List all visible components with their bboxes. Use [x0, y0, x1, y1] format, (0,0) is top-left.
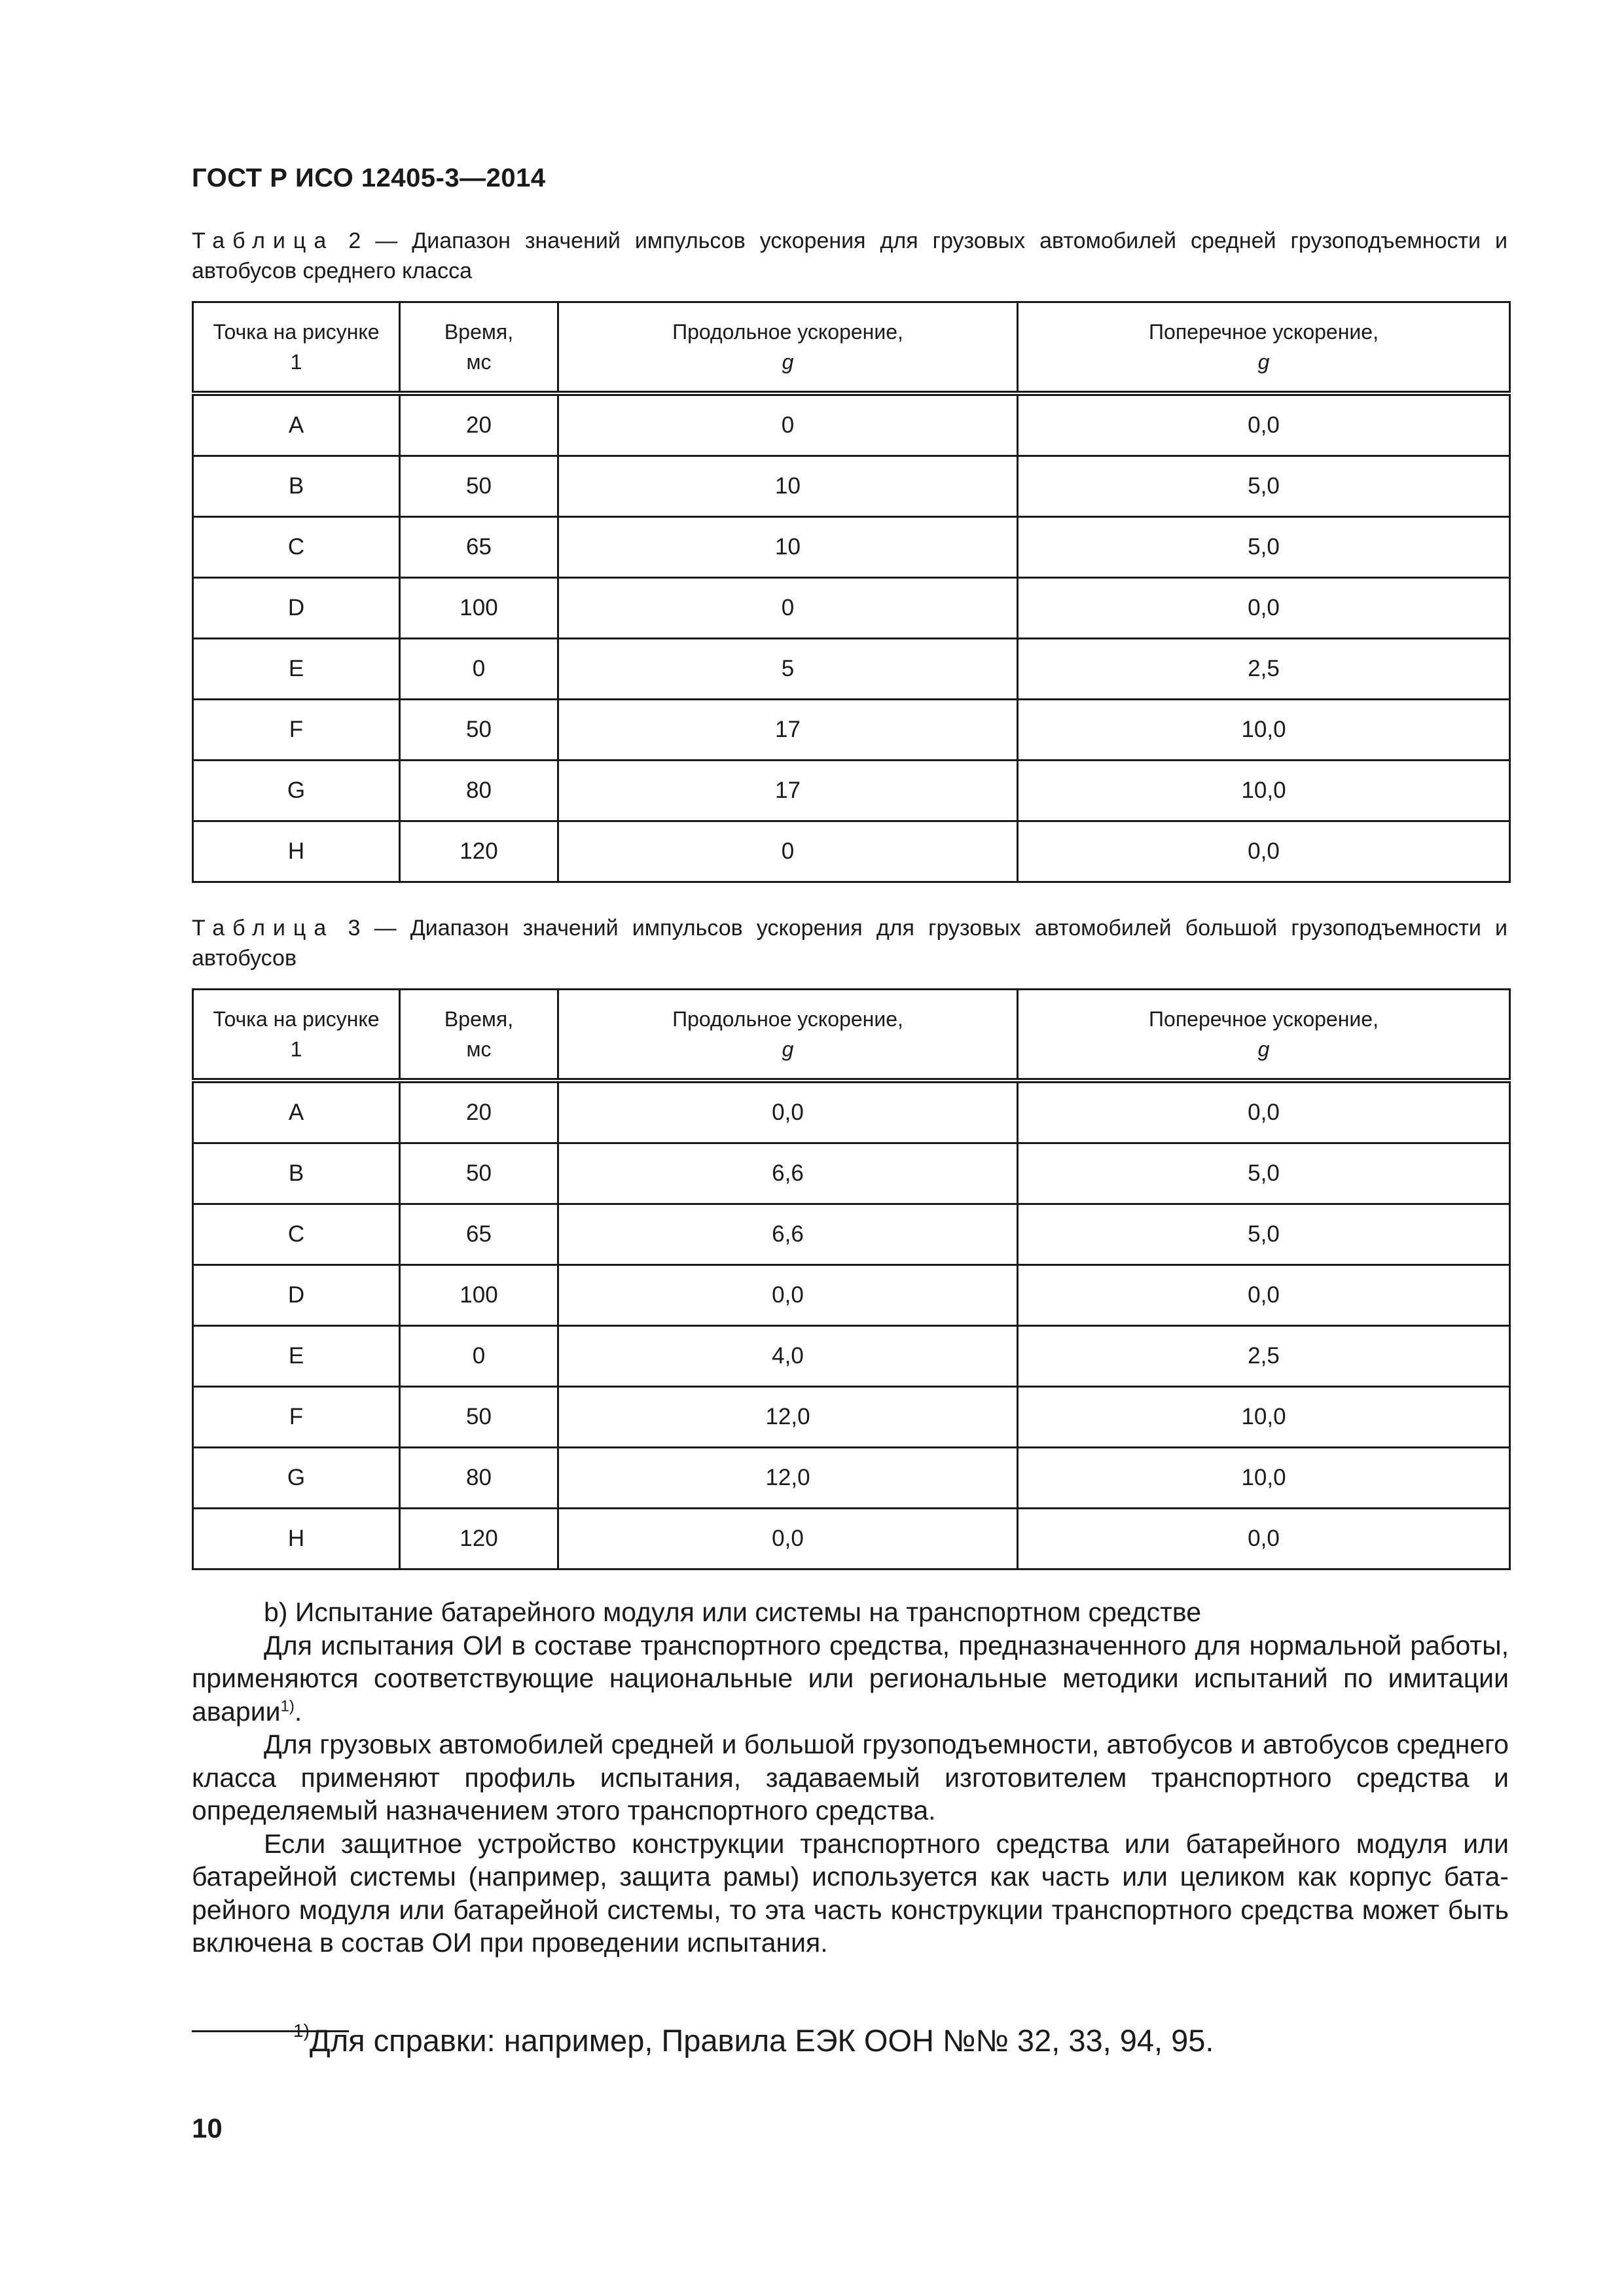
table-cell: 5: [558, 639, 1018, 700]
table-row: [193, 1326, 1510, 1387]
table-cell: H: [193, 821, 400, 882]
table-cell: 0: [558, 578, 1018, 639]
table-cell: 12,0: [558, 1387, 1018, 1448]
table-row: [193, 639, 1510, 700]
table-cell: H: [193, 1509, 400, 1570]
table-3-caption-label: Таблица: [192, 916, 334, 941]
table-cell: 0: [400, 1326, 558, 1387]
table-cell: 10,0: [1018, 761, 1510, 821]
table-2-caption-text: 2 — Диапазон значений импульсов ускорения для грузовых автомобилей средней грузоподъемности и автобусов среднего класса: [192, 228, 1508, 283]
table-cell: 0,0: [558, 1509, 1018, 1570]
table-cell: 100: [400, 1265, 558, 1326]
table-cell: 50: [400, 1143, 558, 1204]
table-cell: 10,0: [1018, 1387, 1510, 1448]
table-cell: D: [193, 578, 400, 639]
table-cell: 17: [558, 761, 1018, 821]
table-row: [193, 1387, 1510, 1448]
table-row: [193, 761, 1510, 821]
table-cell: F: [193, 1387, 400, 1448]
table-cell: 0,0: [558, 1081, 1018, 1143]
table-cell: 2,5: [1018, 1326, 1510, 1387]
table-cell: 10,0: [1018, 1448, 1510, 1509]
table-2-caption-label: Таблица: [192, 228, 334, 253]
table-row: [193, 517, 1510, 578]
table-cell: 10: [558, 517, 1018, 578]
table-cell: 0,0: [1018, 578, 1510, 639]
table-cell: D: [193, 1265, 400, 1326]
table-row: [193, 1448, 1510, 1509]
table-cell: 5,0: [1018, 1143, 1510, 1204]
table-row: [193, 700, 1510, 761]
table-3-header-longitudinal: Продольное ускорение, g: [558, 990, 1018, 1081]
table-cell: G: [193, 1448, 400, 1509]
table-cell: 10,0: [1018, 700, 1510, 761]
table-cell: 65: [400, 517, 558, 578]
table-cell: 100: [400, 578, 558, 639]
table-cell: 0: [558, 393, 1018, 456]
table-cell: 5,0: [1018, 517, 1510, 578]
table-row: [193, 1204, 1510, 1265]
table-cell: B: [193, 456, 400, 517]
table-row: [193, 1081, 1510, 1143]
table-cell: E: [193, 1326, 400, 1387]
paragraph-2: Для грузовых автомобилей средней и большой грузоподъемности, автобусов и автобусов среднего класса применяют профиль испытания, задаваемый изготовителем транспортного средства и определяемый назначением этого транспортного средства.: [192, 1729, 1509, 1825]
table-cell: 0: [400, 639, 558, 700]
body-text: [192, 1596, 1509, 1960]
table-cell: 0,0: [558, 1265, 1018, 1326]
paragraph-3: Если защитное устройство конструкции транспортного средства или батарейного модуля или батарейной системы (например, защита рамы) используется как часть или целиком как корпус батарейного модуля или батарейной системы, то эта часть конструкции транспортного средства может быть включена в состав ОИ при проведении испытания.: [192, 1828, 1509, 1958]
table-cell: 12,0: [558, 1448, 1018, 1509]
table-cell: 80: [400, 1448, 558, 1509]
table-cell: 120: [400, 821, 558, 882]
table-cell: 4,0: [558, 1326, 1018, 1387]
table-cell: G: [193, 761, 400, 821]
table-2-header-time: Время, мс: [400, 302, 558, 394]
section-subheading: b) Испытание батарейного модуля или системы на транспортном средстве: [264, 1597, 1202, 1627]
table-cell: 0,0: [1018, 821, 1510, 882]
table-row: [193, 1143, 1510, 1204]
table-cell: E: [193, 639, 400, 700]
table-2: [192, 301, 1511, 883]
table-row: [193, 1265, 1510, 1326]
table-cell: A: [193, 1081, 400, 1143]
table-cell: 0,0: [1018, 1265, 1510, 1326]
table-3-header-point: Точка на рисунке 1: [193, 990, 400, 1081]
table-row: [193, 456, 1510, 517]
table-cell: 0,0: [1018, 1509, 1510, 1570]
table-cell: A: [193, 393, 400, 456]
table-row: [193, 821, 1510, 882]
table-cell: C: [193, 517, 400, 578]
table-cell: 50: [400, 700, 558, 761]
table-cell: 17: [558, 700, 1018, 761]
table-cell: F: [193, 700, 400, 761]
table-cell: 0,0: [1018, 393, 1510, 456]
table-2-header-lateral: Поперечное ускорение, g: [1018, 302, 1510, 394]
table-cell: 5,0: [1018, 456, 1510, 517]
table-3-caption-text: 3 — Диапазон значений импульсов ускорения для грузовых автомобилей большой грузоподъемности и автобусов: [192, 916, 1508, 971]
table-cell: 50: [400, 1387, 558, 1448]
table-2-header-longitudinal: Продольное ускорение, g: [558, 302, 1018, 394]
footnote-marker: 1): [293, 2020, 310, 2041]
table-cell: 50: [400, 456, 558, 517]
table-row: [193, 1509, 1510, 1570]
table-cell: 2,5: [1018, 639, 1510, 700]
table-cell: 65: [400, 1204, 558, 1265]
page-number: 10: [192, 2113, 223, 2144]
table-3: [192, 988, 1511, 1570]
footnote-reference: 1): [280, 1696, 295, 1715]
table-cell: 120: [400, 1509, 558, 1570]
table-cell: 6,6: [558, 1204, 1018, 1265]
table-3-header-time: Время, мс: [400, 990, 558, 1081]
table-cell: 80: [400, 761, 558, 821]
footnote: [293, 2022, 1214, 2064]
table-cell: B: [193, 1143, 400, 1204]
table-cell: 6,6: [558, 1143, 1018, 1204]
table-cell: 20: [400, 1081, 558, 1143]
table-cell: 5,0: [1018, 1204, 1510, 1265]
table-3-header-lateral: Поперечное ускорение, g: [1018, 990, 1510, 1081]
table-cell: C: [193, 1204, 400, 1265]
paragraph-1: Для испытания ОИ в составе транспортного средства, предназначенного для нормальной работы, применяются соответствующие национальные или региональные методики испытаний по имитации аварии$^{1)}$.: [192, 1630, 1509, 1727]
table-2-header-point: Точка на рисунке 1: [193, 302, 400, 394]
table-row: [193, 393, 1510, 456]
table-row: [193, 578, 1510, 639]
table-cell: 10: [558, 456, 1018, 517]
table-cell: 20: [400, 393, 558, 456]
table-cell: 0: [558, 821, 1018, 882]
footnote-text: Для справки: например, Правила ЕЭК ООН №№ 32, 33, 94, 95.: [309, 2023, 1214, 2058]
document-header: ГОСТ Р ИСО 12405-3—2014: [192, 164, 546, 192]
table-3-caption: [192, 913, 1507, 973]
table-2-caption: [192, 226, 1507, 286]
table-cell: 0,0: [1018, 1081, 1510, 1143]
